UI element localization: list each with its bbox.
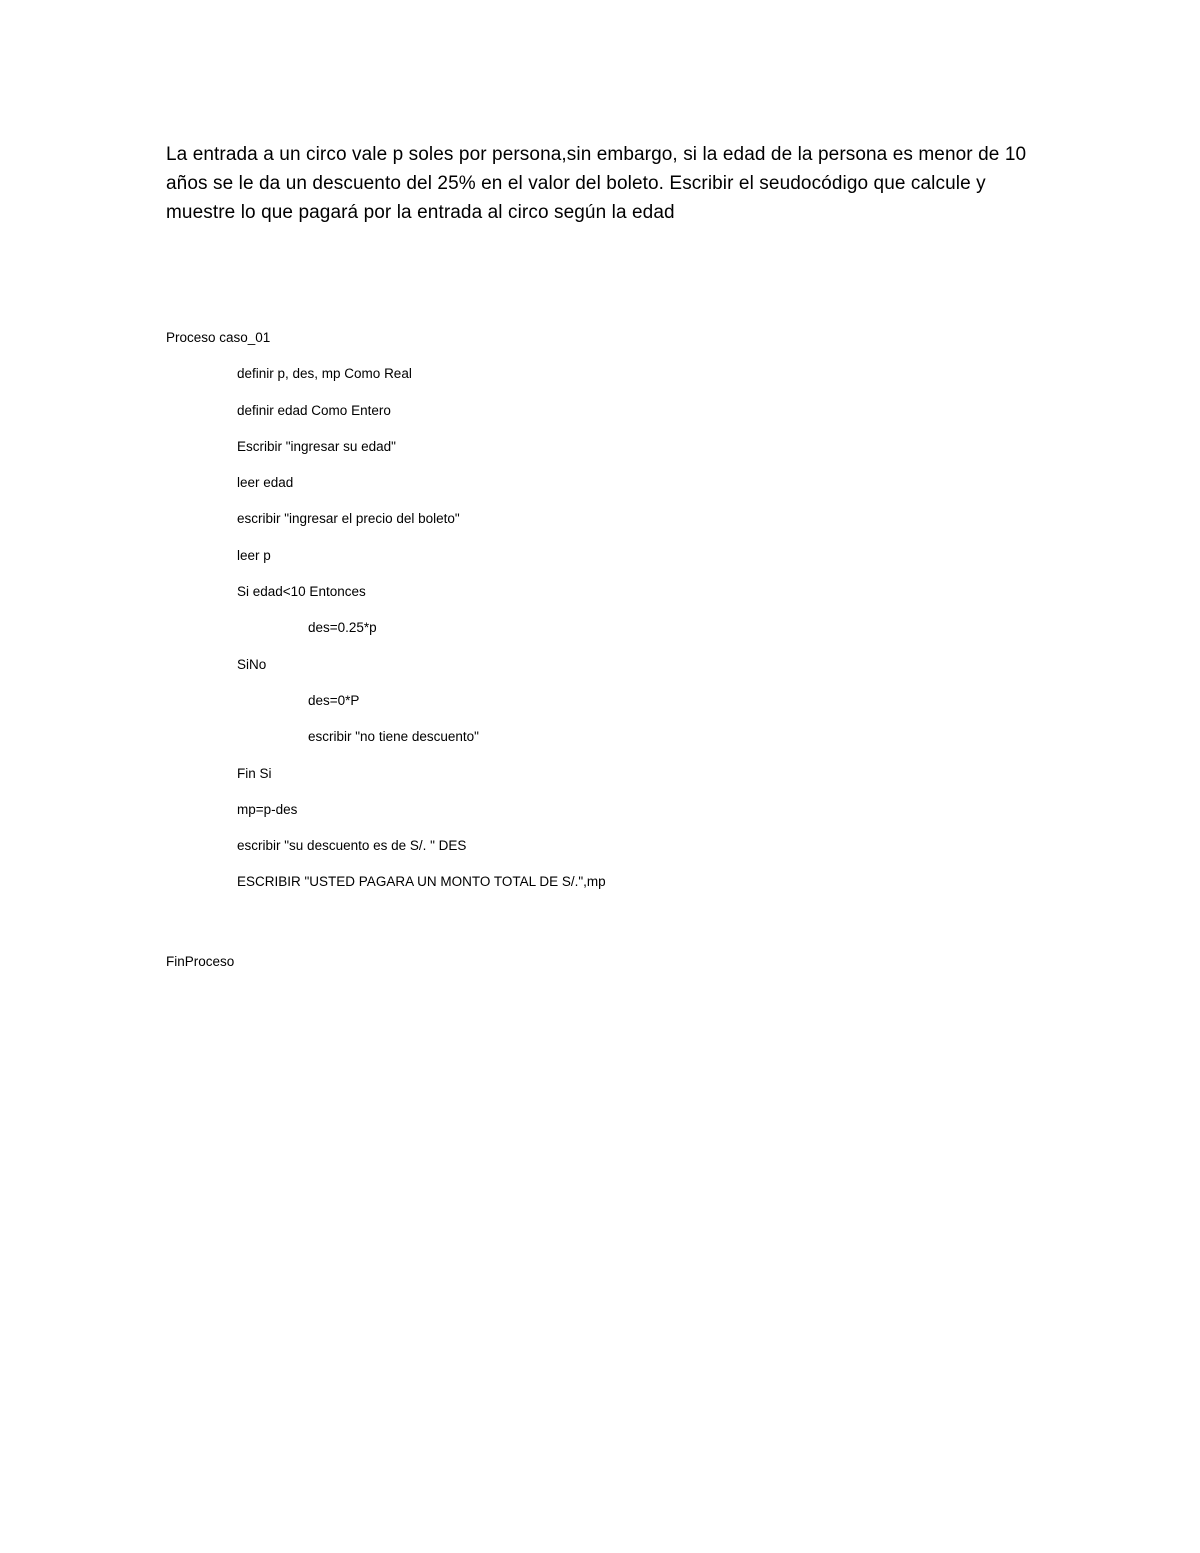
pseudocode-line: escribir "no tiene descuento" [308, 729, 479, 745]
pseudocode-block [166, 327, 1066, 908]
pseudocode-line: ESCRIBIR "USTED PAGARA UN MONTO TOTAL DE S/.",mp [237, 874, 606, 890]
pseudocode-line: des=0*P [308, 692, 360, 708]
pseudocode-line: leer p [237, 547, 271, 563]
pseudocode-line: Si edad<10 Entonces [237, 584, 366, 600]
problem-statement: La entrada a un circo vale p soles por persona,sin embargo, si la edad de la persona es menor de 10 años se le da un descuento del 25% en el valor del boleto. Escribir el seudocódigo que calcule y muestre lo que pagará por la entrada al circo según la edad [166, 144, 1027, 223]
pseudocode-line: escribir "su descuento es de S/. " DES [237, 838, 467, 854]
pseudocode-line: SiNo [237, 656, 267, 672]
pseudocode-line: mp=p-des [237, 801, 298, 817]
pseudocode-line: Escribir "ingresar su edad" [237, 438, 396, 454]
pseudocode-line: Fin Si [237, 765, 272, 781]
pseudocode-line: Proceso caso_01 [166, 330, 271, 345]
pseudocode-line: definir p, des, mp Como Real [237, 366, 412, 382]
pseudocode-end-line: FinProceso [166, 954, 235, 969]
pseudocode-line: leer edad [237, 475, 294, 491]
pseudocode-line: des=0.25*p [308, 620, 377, 636]
pseudocode-line: definir edad Como Entero [237, 402, 391, 418]
pseudocode-line: escribir "ingresar el precio del boleto" [237, 511, 460, 527]
